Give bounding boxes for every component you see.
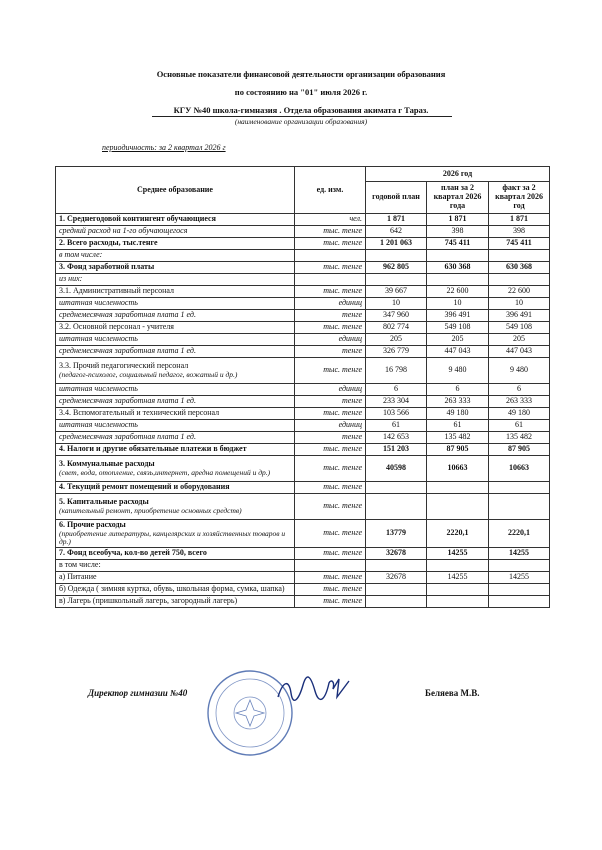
row-name: 4. Текущий ремонт помещений и оборудования: [59, 482, 230, 492]
row-name: 5. Капитальные расходы: [59, 496, 149, 506]
row-q2-fact: 447 043: [489, 346, 550, 358]
row-q2-plan: 205: [427, 334, 489, 346]
row-q2-plan: 263 333: [427, 396, 489, 408]
row-unit: тенге: [295, 396, 366, 408]
row-annual-plan: 642: [366, 226, 427, 238]
row-unit: тыс. тенге: [295, 494, 366, 520]
row-name: 4. Налоги и другие обязательные платежи в бюджет: [59, 444, 247, 454]
row-label: [56, 572, 295, 584]
row-q2-fact: 630 368: [489, 262, 550, 274]
row-annual-plan: 32678: [366, 548, 427, 560]
table-row: [56, 262, 550, 274]
row-annual-plan: [366, 482, 427, 494]
header-q2-fact: факт за 2 квартал 2026 год: [489, 181, 550, 213]
row-label: [56, 456, 295, 482]
row-q2-fact: 22 600: [489, 286, 550, 298]
row-name: 6. Прочие расходы: [59, 520, 126, 529]
row-q2-plan: 14255: [427, 548, 489, 560]
row-name: штатная численность: [59, 334, 138, 344]
row-q2-fact: 9 480: [489, 358, 550, 384]
row-q2-plan: [427, 250, 489, 262]
row-name: 1. Среднегодовой контингент обучающиеся: [59, 214, 216, 224]
financial-indicators-table: [55, 166, 550, 608]
row-q2-fact: 49 180: [489, 408, 550, 420]
row-q2-fact: 135 482: [489, 432, 550, 444]
table-row: [56, 274, 550, 286]
row-unit: тыс. тенге: [295, 322, 366, 334]
row-annual-plan: 1 871: [366, 214, 427, 226]
row-q2-fact: [489, 482, 550, 494]
row-q2-plan: 61: [427, 420, 489, 432]
row-name: штатная численность: [59, 384, 138, 394]
row-unit: тыс. тенге: [295, 238, 366, 250]
row-label: [56, 238, 295, 250]
row-description: (капительный ремонт, приобретение основных средств): [59, 505, 242, 515]
row-annual-plan: [366, 560, 427, 572]
row-unit: тыс. тенге: [295, 548, 366, 560]
table-row: [56, 298, 550, 310]
row-q2-plan: 6: [427, 384, 489, 396]
row-q2-plan: 396 491: [427, 310, 489, 322]
row-q2-plan: [427, 482, 489, 494]
row-annual-plan: 32678: [366, 572, 427, 584]
row-name: среднемесячная заработная плата 1 ед.: [59, 346, 196, 356]
table-row: [56, 322, 550, 334]
row-q2-plan: 745 411: [427, 238, 489, 250]
table-row: [56, 310, 550, 322]
organization-caption: (наименование организации образования): [234, 117, 368, 126]
row-annual-plan: 10: [366, 298, 427, 310]
row-unit: тенге: [295, 346, 366, 358]
row-label: [56, 432, 295, 444]
header-year: 2026 год: [366, 167, 550, 182]
row-q2-plan: 22 600: [427, 286, 489, 298]
row-q2-fact: 87 905: [489, 444, 550, 456]
row-name: 3.4. Вспомогательный и технический персонал: [59, 408, 220, 418]
row-name: 3. Коммунальные расходы: [59, 458, 155, 468]
row-annual-plan: 802 774: [366, 322, 427, 334]
row-name: 3.2. Основной персонал - учителя: [59, 322, 174, 332]
row-label: [56, 322, 295, 334]
row-annual-plan: [366, 250, 427, 262]
row-name: в том числе:: [59, 250, 103, 260]
row-annual-plan: [366, 584, 427, 596]
row-name: среднемесячная заработная плата 1 ед.: [59, 432, 196, 442]
table-row: [56, 286, 550, 298]
row-name: в) Лагерь (пришкольный лагерь, загородный лагерь): [59, 596, 238, 606]
row-name: а) Питание: [59, 572, 97, 582]
row-q2-plan: 49 180: [427, 408, 489, 420]
row-label: [56, 214, 295, 226]
row-q2-fact: 398: [489, 226, 550, 238]
row-unit: тыс. тенге: [295, 596, 366, 608]
row-unit: единиц: [295, 420, 366, 432]
row-unit: [295, 274, 366, 286]
row-label: [56, 520, 295, 548]
row-unit: чел.: [295, 214, 366, 226]
row-q2-plan: [427, 596, 489, 608]
row-annual-plan: 103 566: [366, 408, 427, 420]
row-unit: тыс. тенге: [295, 358, 366, 384]
row-unit: тыс. тенге: [295, 482, 366, 494]
table-row: [56, 572, 550, 584]
row-q2-fact: 10: [489, 298, 550, 310]
row-q2-plan: 9 480: [427, 358, 489, 384]
row-q2-fact: 1 871: [489, 214, 550, 226]
row-label: [56, 286, 295, 298]
row-label: [56, 584, 295, 596]
row-annual-plan: 233 304: [366, 396, 427, 408]
row-annual-plan: 326 779: [366, 346, 427, 358]
table-row: [56, 456, 550, 482]
row-annual-plan: [366, 596, 427, 608]
row-description: (приобретение литературы, канцелярских и хозяйственных товаров и др.): [59, 528, 286, 547]
row-label: [56, 408, 295, 420]
row-label: [56, 384, 295, 396]
director-name: Беляева М.В.: [425, 688, 480, 698]
row-annual-plan: [366, 274, 427, 286]
row-q2-plan: 549 108: [427, 322, 489, 334]
row-q2-fact: 549 108: [489, 322, 550, 334]
row-unit: единиц: [295, 334, 366, 346]
row-q2-plan: [427, 584, 489, 596]
row-name: среднемесячная заработная плата 1 ед.: [59, 396, 196, 406]
row-annual-plan: 142 653: [366, 432, 427, 444]
row-label: [56, 274, 295, 286]
row-unit: тенге: [295, 432, 366, 444]
row-unit: тыс. тенге: [295, 584, 366, 596]
row-unit: тыс. тенге: [295, 408, 366, 420]
row-label: [56, 334, 295, 346]
row-label: [56, 548, 295, 560]
organization-name: КГУ №40 школа-гимназия . Отдела образования акимата г Тараз.: [173, 105, 429, 115]
table-row: [56, 548, 550, 560]
table-row: [56, 596, 550, 608]
row-unit: тыс. тенге: [295, 456, 366, 482]
row-q2-fact: 61: [489, 420, 550, 432]
row-label: [56, 420, 295, 432]
row-name: 2. Всего расходы, тыс.тенге: [59, 238, 158, 248]
row-label: [56, 482, 295, 494]
row-q2-plan: 135 482: [427, 432, 489, 444]
header-education: Среднее образование: [56, 167, 295, 214]
row-q2-fact: [489, 250, 550, 262]
row-name: в том числе:: [59, 560, 101, 570]
row-annual-plan: [366, 494, 427, 520]
row-unit: тыс. тенге: [295, 520, 366, 548]
row-label: [56, 358, 295, 384]
table-row: [56, 250, 550, 262]
row-description: (свет, вода, отопление, связь,интернет, аредна помещений и др.): [59, 467, 271, 477]
table-row: [56, 238, 550, 250]
periodicity: периодичность: за 2 квартал 2026 г: [102, 143, 226, 152]
row-unit: [295, 560, 366, 572]
row-annual-plan: 61: [366, 420, 427, 432]
table-row: [56, 214, 550, 226]
report-date: по состоянию на "01" июля 2026 г.: [234, 87, 368, 97]
document-title: Основные показатели финансовой деятельности организации образования: [156, 69, 446, 79]
row-q2-fact: 263 333: [489, 396, 550, 408]
row-label: [56, 298, 295, 310]
row-label: [56, 310, 295, 322]
row-annual-plan: 40598: [366, 456, 427, 482]
header-unit: ед. изм.: [295, 167, 366, 214]
row-q2-plan: [427, 274, 489, 286]
table-row: [56, 444, 550, 456]
table-row: [56, 384, 550, 396]
row-name: средний расход на 1-го обучающегося: [59, 226, 188, 236]
row-label: [56, 444, 295, 456]
row-label: [56, 250, 295, 262]
row-name: 3. Фонд заработной платы: [59, 262, 155, 272]
row-unit: тыс. тенге: [295, 444, 366, 456]
row-unit: тыс. тенге: [295, 262, 366, 274]
row-label: [56, 560, 295, 572]
row-q2-plan: 398: [427, 226, 489, 238]
row-name: штатная численность: [59, 298, 138, 308]
row-name: б) Одежда ( зимняя куртка, обувь, школьная форма, сумка, шапка): [59, 584, 285, 594]
row-unit: тыс. тенге: [295, 286, 366, 298]
row-name: 3.1. Административный персонал: [59, 286, 175, 296]
row-name: 7. Фонд всеобуча, кол-во детей 750, всего: [59, 548, 207, 558]
table-row: [56, 482, 550, 494]
row-label: [56, 262, 295, 274]
table-row: [56, 334, 550, 346]
row-q2-fact: [489, 596, 550, 608]
row-q2-fact: 396 491: [489, 310, 550, 322]
table-row: [56, 396, 550, 408]
row-q2-fact: 14255: [489, 548, 550, 560]
table-row: [56, 520, 550, 548]
row-annual-plan: 151 203: [366, 444, 427, 456]
row-q2-plan: [427, 560, 489, 572]
row-name: среднемесячная заработная плата 1 ед.: [59, 310, 196, 320]
row-q2-fact: [489, 274, 550, 286]
table-row: [56, 346, 550, 358]
row-annual-plan: 6: [366, 384, 427, 396]
row-q2-plan: 447 043: [427, 346, 489, 358]
header-annual-plan: годовой план: [366, 181, 427, 213]
row-q2-fact: [489, 584, 550, 596]
row-q2-plan: [427, 494, 489, 520]
table-row: [56, 584, 550, 596]
table-row: [56, 560, 550, 572]
row-q2-fact: 6: [489, 384, 550, 396]
row-name: штатная численность: [59, 420, 138, 430]
row-label: [56, 396, 295, 408]
table-row: [56, 358, 550, 384]
row-q2-fact: 14255: [489, 572, 550, 584]
row-description: (педагог-психолог, социальный педагог, вожатый и др.): [59, 369, 238, 379]
row-annual-plan: 962 805: [366, 262, 427, 274]
row-annual-plan: 16 798: [366, 358, 427, 384]
table-row: [56, 432, 550, 444]
row-q2-fact: [489, 494, 550, 520]
row-unit: единиц: [295, 298, 366, 310]
row-annual-plan: 13779: [366, 520, 427, 548]
row-q2-plan: 10: [427, 298, 489, 310]
row-q2-plan: 1 871: [427, 214, 489, 226]
row-unit: [295, 250, 366, 262]
row-q2-fact: [489, 560, 550, 572]
row-label: [56, 226, 295, 238]
row-q2-plan: 87 905: [427, 444, 489, 456]
row-label: [56, 494, 295, 520]
row-q2-plan: 10663: [427, 456, 489, 482]
director-label: Директор гимназии №40: [88, 688, 188, 698]
director-signature: [275, 675, 355, 705]
table-row: [56, 226, 550, 238]
row-unit: тыс. тенге: [295, 226, 366, 238]
row-q2-plan: 630 368: [427, 262, 489, 274]
row-label: [56, 346, 295, 358]
row-name: из них:: [59, 274, 83, 284]
row-annual-plan: 347 960: [366, 310, 427, 322]
row-unit: тыс. тенге: [295, 572, 366, 584]
row-annual-plan: 1 201 063: [366, 238, 427, 250]
row-q2-plan: 2220,1: [427, 520, 489, 548]
row-q2-fact: 205: [489, 334, 550, 346]
header-q2-plan: план за 2 квартал 2026 года: [427, 181, 489, 213]
row-unit: тенге: [295, 310, 366, 322]
row-annual-plan: 205: [366, 334, 427, 346]
row-name: 3.3. Прочий педагогический персонал: [59, 360, 189, 370]
table-row: [56, 408, 550, 420]
row-q2-fact: 745 411: [489, 238, 550, 250]
table-row: [56, 420, 550, 432]
row-annual-plan: 39 667: [366, 286, 427, 298]
row-label: [56, 596, 295, 608]
row-q2-fact: 10663: [489, 456, 550, 482]
row-unit: единиц: [295, 384, 366, 396]
row-q2-fact: 2220,1: [489, 520, 550, 548]
table-row: [56, 494, 550, 520]
row-q2-plan: 14255: [427, 572, 489, 584]
